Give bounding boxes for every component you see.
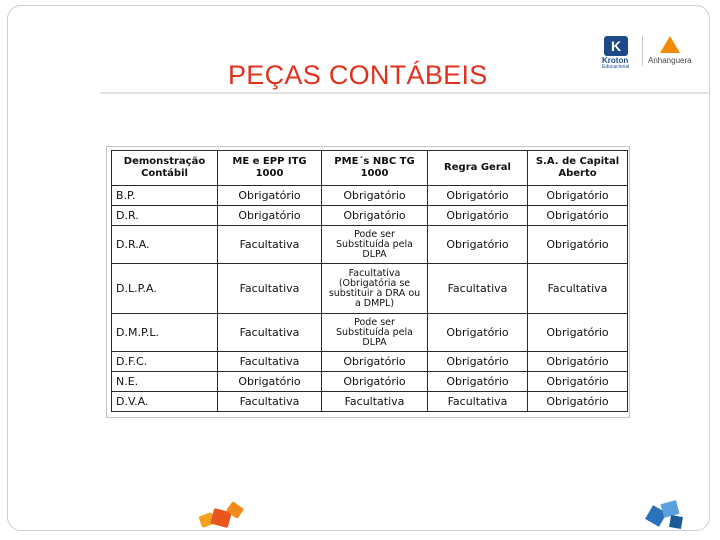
table-row [112, 264, 628, 314]
table-row [112, 372, 628, 392]
cell-statement: N.E. [112, 372, 218, 392]
cell-sa-aberto: Facultativa [528, 264, 628, 314]
cell-pmes: Obrigatório [322, 372, 428, 392]
cell-regra-geral: Obrigatório [428, 206, 528, 226]
cell-sa-aberto: Obrigatório [528, 392, 628, 412]
kroton-logo-subtext: Educacional [602, 64, 630, 70]
cell-pmes: Obrigatório [322, 186, 428, 206]
header-me-epp: ME e EPP ITG 1000 [218, 151, 322, 186]
table-header-row [112, 151, 628, 186]
cell-regra-geral: Obrigatório [428, 352, 528, 372]
cell-statement: D.V.A. [112, 392, 218, 412]
cell-sa-aberto: Obrigatório [528, 226, 628, 264]
table-row [112, 206, 628, 226]
cell-sa-aberto: Obrigatório [528, 314, 628, 352]
cell-me-epp: Obrigatório [218, 186, 322, 206]
table-image-frame [106, 146, 630, 418]
cell-sa-aberto: Obrigatório [528, 352, 628, 372]
cell-regra-geral: Obrigatório [428, 314, 528, 352]
cube-shape [669, 515, 683, 529]
table-row [112, 314, 628, 352]
kroton-logo-icon: K [604, 36, 628, 56]
cell-pmes: Facultativa [322, 392, 428, 412]
header-regra-geral: Regra Geral [428, 151, 528, 186]
cell-me-epp: Facultativa [218, 392, 322, 412]
cell-statement: D.R.A. [112, 226, 218, 264]
company-logos [600, 34, 690, 70]
cell-statement: D.L.P.A. [112, 264, 218, 314]
cell-pmes: Obrigatório [322, 206, 428, 226]
cell-statement: D.M.P.L. [112, 314, 218, 352]
table-row [112, 226, 628, 264]
header-sa-capital-aberto: S.A. de Capital Aberto [528, 151, 628, 186]
cell-regra-geral: Facultativa [428, 264, 528, 314]
table-row [112, 352, 628, 372]
cell-pmes: Obrigatório [322, 352, 428, 372]
cell-me-epp: Facultativa [218, 314, 322, 352]
cell-me-epp: Facultativa [218, 264, 322, 314]
header-demonstracao: Demonstração Contábil [112, 151, 218, 186]
table-row [112, 392, 628, 412]
cell-me-epp: Facultativa [218, 226, 322, 264]
header-pmes: PME´s NBC TG 1000 [322, 151, 428, 186]
cell-me-epp: Facultativa [218, 352, 322, 372]
cell-statement: B.P. [112, 186, 218, 206]
cell-sa-aberto: Obrigatório [528, 186, 628, 206]
cell-regra-geral: Facultativa [428, 392, 528, 412]
cell-me-epp: Obrigatório [218, 372, 322, 392]
cell-sa-aberto: Obrigatório [528, 206, 628, 226]
cell-statement: D.R. [112, 206, 218, 226]
cell-regra-geral: Obrigatório [428, 186, 528, 206]
title-underline [100, 92, 710, 94]
cell-statement: D.F.C. [112, 352, 218, 372]
cell-pmes: Pode ser Substituída pela DLPA [322, 314, 428, 352]
cell-regra-geral: Obrigatório [428, 226, 528, 264]
cell-me-epp: Obrigatório [218, 206, 322, 226]
anhanguera-logo-icon [660, 36, 680, 53]
cell-sa-aberto: Obrigatório [528, 372, 628, 392]
cell-regra-geral: Obrigatório [428, 372, 528, 392]
logo-divider [642, 36, 643, 66]
kroton-logo-text: Kroton [602, 56, 629, 65]
anhanguera-logo-text: Anhanguera [648, 56, 692, 65]
page-title: PEÇAS CONTÁBEIS [228, 60, 488, 90]
table-row [112, 186, 628, 206]
financial-statements-table [111, 150, 628, 412]
cell-pmes: Facultativa (Obrigatória se substituir a DRA ou a DMPL) [322, 264, 428, 314]
cell-pmes: Pode ser Substituída pela DLPA [322, 226, 428, 264]
